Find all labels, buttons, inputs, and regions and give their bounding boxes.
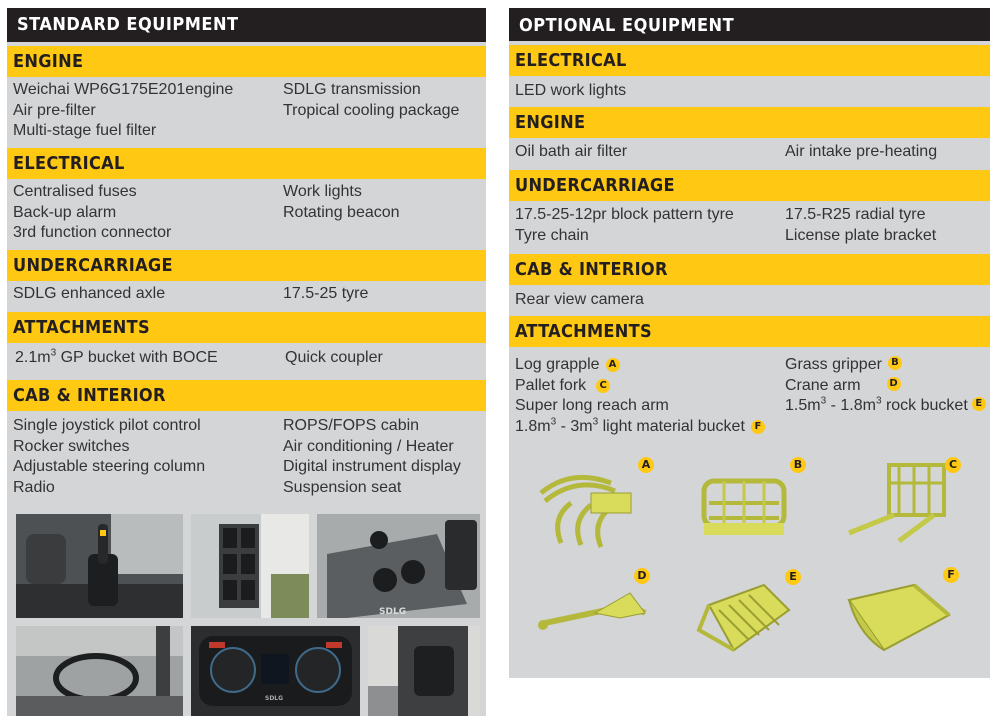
list-item: Centralised fuses <box>13 183 137 200</box>
std-engine-list <box>7 77 486 144</box>
opt-electrical-list <box>509 76 990 105</box>
badge-b: B <box>888 356 902 370</box>
rock-bucket-figure <box>694 580 794 660</box>
super-long-reach-item: Super long reach arm <box>515 397 669 414</box>
list-item: Air conditioning / Heater <box>283 437 454 455</box>
std-cab-heading: CAB & INTERIOR <box>7 380 486 411</box>
std-electrical-list <box>7 179 486 246</box>
opt-electrical-heading: ELECTRICAL <box>509 45 990 76</box>
opt-cab-heading: CAB & INTERIOR <box>509 254 990 285</box>
log-grapple-figure <box>531 463 651 558</box>
figure-badge-f: F <box>943 567 959 583</box>
badge-c: C <box>596 379 610 393</box>
list-item: Suspension seat <box>283 478 402 496</box>
list-item: Digital instrument display <box>283 458 461 475</box>
sdlg-logo: SDLG <box>265 695 284 702</box>
std-engine-heading: ENGINE <box>7 46 486 77</box>
list-item: ROPS/FOPS cabin <box>283 417 420 434</box>
grass-gripper-item: Grass gripper B <box>785 355 986 376</box>
figure-badge-d: D <box>634 568 650 584</box>
list-item: Adjustable steering column <box>13 458 206 475</box>
std-undercarriage-list <box>7 281 486 308</box>
pallet-fork-figure <box>839 463 949 553</box>
list-item: Tropical cooling package <box>283 101 460 119</box>
list-item: Quick coupler <box>285 349 383 366</box>
steering-photo <box>16 626 183 716</box>
opt-attachments-heading: ATTACHMENTS <box>509 316 990 347</box>
light-material-bucket-figure <box>839 580 954 665</box>
std-attachments-heading: ATTACHMENTS <box>7 312 486 343</box>
log-grapple-item: Log grapple A <box>515 355 765 376</box>
opt-engine-list <box>509 138 990 166</box>
optional-equipment-panel <box>509 8 990 678</box>
list-item: 17.5-R25 radial tyre <box>785 206 926 223</box>
instrument-display-photo <box>191 626 360 716</box>
list-item: Back-up alarm <box>13 203 117 221</box>
crane-arm-figure <box>535 583 665 648</box>
std-attachments-list <box>7 343 486 372</box>
std-cab-list <box>7 411 486 502</box>
opt-undercarriage-list <box>509 201 990 250</box>
figure-badge-b: B <box>790 457 806 473</box>
pallet-fork-item: Pallet fork C <box>515 376 765 397</box>
list-item: Multi-stage fuel filter <box>13 122 157 139</box>
opt-cab-list <box>509 285 990 314</box>
badge-d: D <box>887 377 901 391</box>
list-item: LED work lights <box>515 82 627 99</box>
list-item: SDLG transmission <box>283 81 421 98</box>
figure-badge-a: A <box>638 457 654 473</box>
standard-equipment-panel <box>7 8 486 716</box>
figure-badge-c: C <box>945 457 961 473</box>
figure-badge-e: E <box>785 569 801 585</box>
list-item: Rotating beacon <box>283 203 400 221</box>
badge-f: F <box>751 420 765 434</box>
list-item: Work lights <box>283 183 362 200</box>
list-item: Weichai WP6G175E201engine <box>13 81 234 98</box>
light-material-bucket-item: $1.8m^3 - 3m^3$ light material bucket F <box>515 417 765 438</box>
gp-bucket-item: $2.1m^3$ GP bucket with BOCE <box>15 347 218 366</box>
rock-bucket-item: $1.5m^3 - 1.8m^3$ rock bucket E <box>785 396 986 417</box>
control-knobs-photo <box>317 514 480 618</box>
list-item: Tyre chain <box>515 226 589 244</box>
std-undercarriage-heading: UNDERCARRIAGE <box>7 250 486 281</box>
list-item: Single joystick pilot control <box>13 417 201 434</box>
list-item: License plate bracket <box>785 226 937 244</box>
rocker-switches-photo <box>191 514 309 618</box>
badge-a: A <box>606 358 620 372</box>
list-item: 17.5-25 tyre <box>283 285 369 302</box>
list-item: 3rd function connector <box>13 224 172 241</box>
opt-attachments-list <box>509 347 990 436</box>
grass-gripper-figure <box>689 463 799 553</box>
list-item: Oil bath air filter <box>515 143 628 160</box>
list-item: Rocker switches <box>13 437 130 455</box>
opt-engine-heading: ENGINE <box>509 107 990 138</box>
list-item: Radio <box>13 478 55 496</box>
standard-equipment-title: STANDARD EQUIPMENT <box>7 8 486 42</box>
list-item: Air intake pre-heating <box>785 143 938 160</box>
sdlg-logo: SDLG <box>379 607 407 617</box>
optional-equipment-title: OPTIONAL EQUIPMENT <box>509 8 990 41</box>
cabin-seat-photo <box>368 626 480 716</box>
opt-undercarriage-heading: UNDERCARRIAGE <box>509 170 990 201</box>
badge-e: E <box>972 397 986 411</box>
std-electrical-heading: ELECTRICAL <box>7 148 486 179</box>
list-item: 17.5-25-12pr block pattern tyre <box>515 206 734 223</box>
list-item: SDLG enhanced axle <box>13 285 166 302</box>
list-item: Air pre-filter <box>13 101 96 119</box>
crane-arm-item: Crane arm D <box>785 376 986 397</box>
joystick-photo <box>16 514 183 618</box>
list-item: Rear view camera <box>515 291 644 308</box>
